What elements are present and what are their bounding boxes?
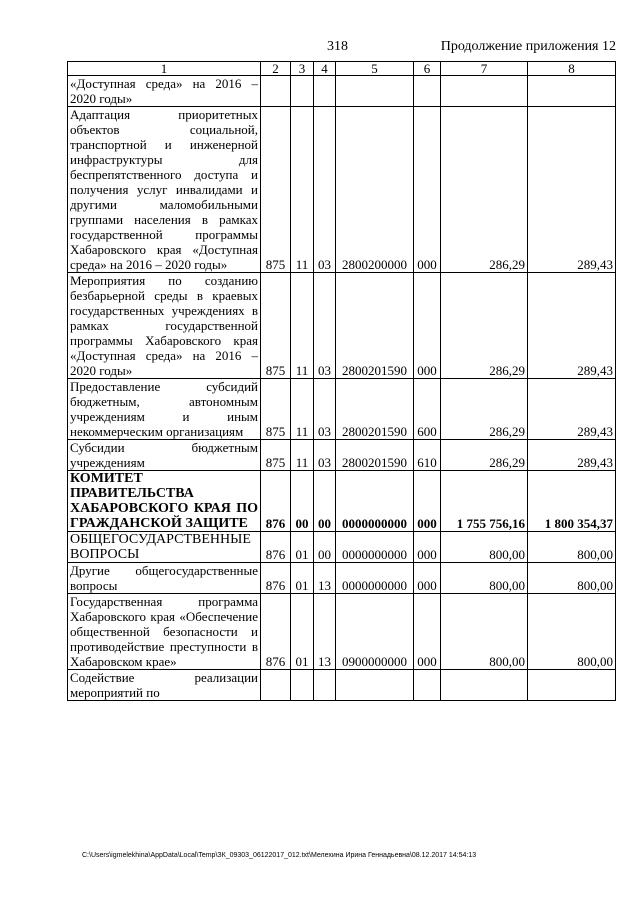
section-code: 00 (291, 471, 314, 532)
amount-year-2: 800,00 (528, 532, 616, 563)
target-code: 2800201590 (336, 379, 414, 440)
amount-year-2: 1 800 354,37 (528, 471, 616, 532)
amount-year-2 (528, 670, 616, 701)
target-code (336, 76, 414, 107)
amount-year-2: 289,43 (528, 440, 616, 471)
target-code: 0000000000 (336, 563, 414, 594)
target-code: 0000000000 (336, 532, 414, 563)
expense-type-code: 000 (414, 107, 441, 273)
subsection-code: 00 (314, 532, 336, 563)
ministry-code: 875 (261, 440, 291, 471)
subsection-code: 03 (314, 379, 336, 440)
budget-table (67, 61, 616, 701)
amount-year-1 (441, 76, 528, 107)
ministry-code: 875 (261, 379, 291, 440)
ministry-code: 875 (261, 107, 291, 273)
subsection-code: 13 (314, 563, 336, 594)
expense-type-code: 610 (414, 440, 441, 471)
subsection-code: 03 (314, 107, 336, 273)
expense-type-code: 000 (414, 594, 441, 670)
table-row (68, 594, 616, 670)
amount-year-2: 289,43 (528, 107, 616, 273)
target-code: 2800200000 (336, 107, 414, 273)
amount-year-2 (528, 76, 616, 107)
column-header: 2 (261, 62, 291, 76)
column-header: 5 (336, 62, 414, 76)
amount-year-1: 286,29 (441, 273, 528, 379)
file-path-footer: C:\Users\igmelekhina\AppData\Local\Temp\ЗК_09303_06122017_012.txt\Мелехина Ирина Геннадьевна\08.12.2017 14:54:13 (82, 852, 477, 859)
section-code (291, 76, 314, 107)
column-header: 8 (528, 62, 616, 76)
row-name: ОБЩЕГОСУДАРСТВЕННЫЕ ВОПРОСЫ (68, 532, 261, 563)
expense-type-code: 000 (414, 471, 441, 532)
target-code: 2800201590 (336, 440, 414, 471)
amount-year-1: 286,29 (441, 107, 528, 273)
section-code (291, 670, 314, 701)
table-row (68, 440, 616, 471)
amount-year-1: 800,00 (441, 594, 528, 670)
expense-type-code: 000 (414, 532, 441, 563)
row-name: Мероприятия по созданию безбарьерной среды в краевых государственных учреждениях в рамках государственной программы Хабаровского края «Доступная среда» на 2016 – 2020 годы» (68, 273, 261, 379)
column-header: 3 (291, 62, 314, 76)
subsection-code: 13 (314, 594, 336, 670)
section-code: 11 (291, 107, 314, 273)
section-code: 01 (291, 594, 314, 670)
section-code: 11 (291, 273, 314, 379)
column-header: 1 (68, 62, 261, 76)
expense-type-code (414, 76, 441, 107)
row-name: Адаптация приоритетных объектов социальной, транспортной и инженерной инфраструктуры для беспрепятственного доступа и получения услуг инвалидами и другими маломобильными группами населения в рамках государственной программы Хабаровского края «Доступная среда» на 2016 – 2020 годы» (68, 107, 261, 273)
table-row (68, 532, 616, 563)
table-row (68, 670, 616, 701)
amount-year-2: 289,43 (528, 273, 616, 379)
ministry-code: 876 (261, 471, 291, 532)
section-code: 11 (291, 440, 314, 471)
row-name: Субсидии бюджетным учреждениям (68, 440, 261, 471)
table-row-committee (68, 471, 616, 532)
amount-year-2: 800,00 (528, 594, 616, 670)
row-name: Содействие реализации мероприятий по (68, 670, 261, 701)
table-row (68, 107, 616, 273)
amount-year-1: 286,29 (441, 440, 528, 471)
target-code (336, 670, 414, 701)
row-name: «Доступная среда» на 2016 – 2020 годы» (68, 76, 261, 107)
row-name: КОМИТЕТ ПРАВИТЕЛЬСТВА ХАБАРОВСКОГО КРАЯ ПО ГРАЖДАНСКОЙ ЗАЩИТЕ (68, 471, 261, 532)
amount-year-1: 1 755 756,16 (441, 471, 528, 532)
expense-type-code (414, 670, 441, 701)
row-name: Государственная программа Хабаровского края «Обеспечение общественной безопасности и противодействие преступности в Хабаровском крае» (68, 594, 261, 670)
page-number: 318 (327, 39, 348, 54)
section-code: 11 (291, 379, 314, 440)
table-row (68, 563, 616, 594)
table-row (68, 76, 616, 107)
section-code: 01 (291, 532, 314, 563)
expense-type-code: 000 (414, 563, 441, 594)
amount-year-2: 289,43 (528, 379, 616, 440)
table-row (68, 379, 616, 440)
subsection-code (314, 670, 336, 701)
table-row (68, 273, 616, 379)
table-header-row (68, 62, 616, 76)
ministry-code: 876 (261, 532, 291, 563)
amount-year-1 (441, 670, 528, 701)
target-code: 0900000000 (336, 594, 414, 670)
ministry-code (261, 670, 291, 701)
ministry-code: 875 (261, 273, 291, 379)
expense-type-code: 600 (414, 379, 441, 440)
amount-year-1: 800,00 (441, 532, 528, 563)
section-code: 01 (291, 563, 314, 594)
column-header: 7 (441, 62, 528, 76)
ministry-code: 876 (261, 594, 291, 670)
column-header: 6 (414, 62, 441, 76)
target-code: 0000000000 (336, 471, 414, 532)
row-name: Предоставление субсидий бюджетным, автономным учреждениям и иным некоммерческим организациям (68, 379, 261, 440)
row-name: Другие общегосударственные вопросы (68, 563, 261, 594)
ministry-code (261, 76, 291, 107)
subsection-code: 03 (314, 273, 336, 379)
subsection-code (314, 76, 336, 107)
subsection-code: 03 (314, 440, 336, 471)
continuation-label: Продолжение приложения 12 (440, 39, 616, 54)
amount-year-1: 286,29 (441, 379, 528, 440)
amount-year-2: 800,00 (528, 563, 616, 594)
amount-year-1: 800,00 (441, 563, 528, 594)
column-header: 4 (314, 62, 336, 76)
subsection-code: 00 (314, 471, 336, 532)
target-code: 2800201590 (336, 273, 414, 379)
expense-type-code: 000 (414, 273, 441, 379)
ministry-code: 876 (261, 563, 291, 594)
